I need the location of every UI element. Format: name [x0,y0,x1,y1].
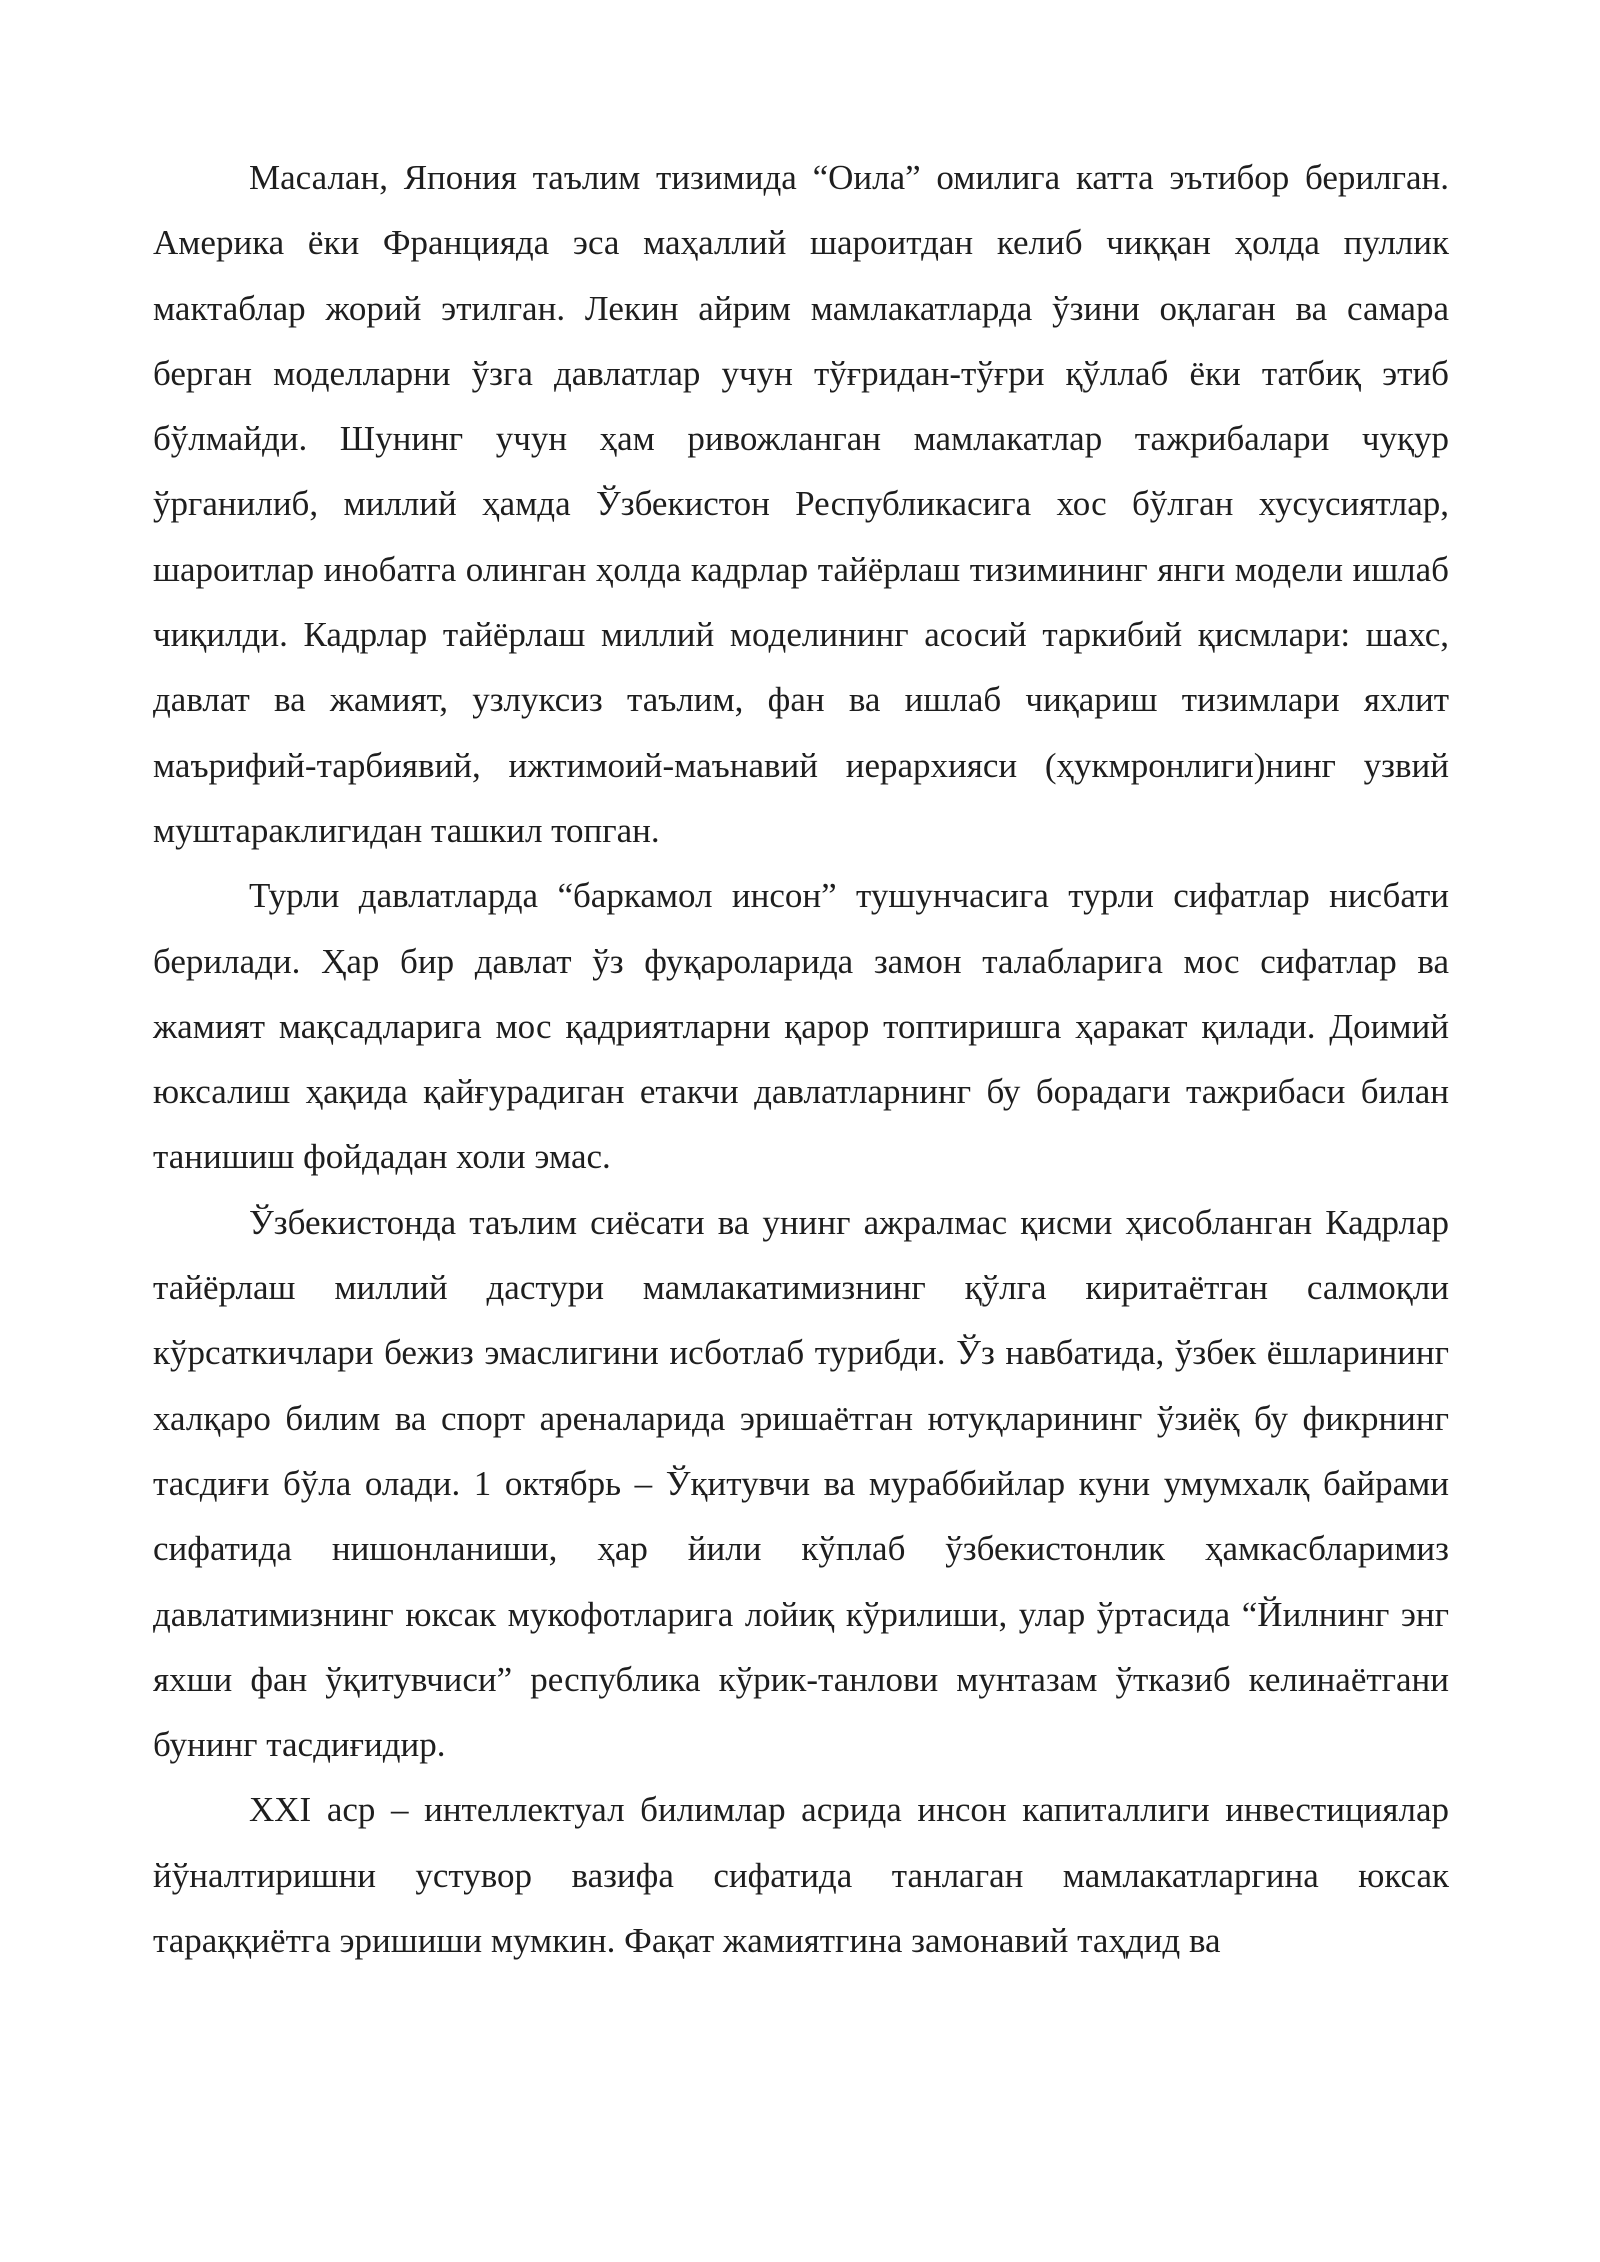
paragraph-3: Ўзбекистонда таълим сиёсати ва унинг ажралмас қисми ҳисобланган Кадрлар тайёрлаш миллий дастури мамлакатимизнинг қўлга киритаётган салмоқли кўрсаткичлари бежиз эмаслигини исботлаб турибди. Ўз навбатида, ўзбек ёшларининг халқаро билим ва спорт ареналарида эришаётган ютуқларининг ўзиёқ бу фикрнинг тасдиғи бўла олади. 1 октябрь – Ўқитувчи ва мураббийлар куни умумхалқ байрами сифатида нишонланиши, ҳар йили кўплаб ўзбекистонлик ҳамкасбларимиз давлатимизнинг юксак мукофотларига лойиқ кўрилиши, улар ўртасида “Йилнинг энг яхши фан ўқитувчиси” республика кўрик-танлови мунтазам ўтказиб келинаётгани бунинг тасдиғидир. [153,1202,1449,1765]
document-body [153,145,1449,1973]
paragraph-1: Масалан, Япония таълим тизимида “Оила” омилига катта эътибор берилган. Америка ёки Францияда эса маҳаллий шароитдан келиб чиққан ҳолда пуллик мактаблар жорий этилган. Лекин айрим мамлакатларда ўзини оқлаган ва самара берган моделларни ўзга давлатлар учун тўғридан-тўғри қўллаб ёки татбиқ этиб бўлмайди. Шунинг учун ҳам ривожланган мамлакатлар тажрибалари чуқур ўрганилиб, миллий ҳамда Ўзбекистон Республикасига хос бўлган хусусиятлар, шароитлар инобатга олинган ҳолда кадрлар тайёрлаш тизимининг янги модели ишлаб чиқилди. Кадрлар тайёрлаш миллий моделининг асосий таркибий қисмлари: шахс, давлат ва жамият, узлуксиз таълим, фан ва ишлаб чиқариш тизимлари яхлит маърифий-тарбиявий, ижтимоий-маънавий иерархияси (ҳукмронлиги)нинг узвий муштараклигидан ташкил топган. [153,158,1449,850]
paragraph-4: XXI аср – интеллектуал билимлар асрида инсон капиталлиги инвестициялар йўналтиришни устувор вазифа сифатида танлаган мамлакатларгина юксак тараққиётга эришиши мумкин. Фақат жамиятгина замонавий таҳдид ва [153,1790,1449,1961]
paragraph-2: Турли давлатларда “баркамол инсон” тушунчасига турли сифатлар нисбати берилади. Ҳар бир давлат ўз фуқароларида замон талабларига мос сифатлар ва жамият мақсадларига мос қадриятларни қарор топтиришга ҳаракат қилади. Доимий юксалиш ҳақида қайғурадиган етакчи давлатларнинг бу борадаги тажрибаси билан танишиш фойдадан холи эмас. [153,876,1449,1177]
